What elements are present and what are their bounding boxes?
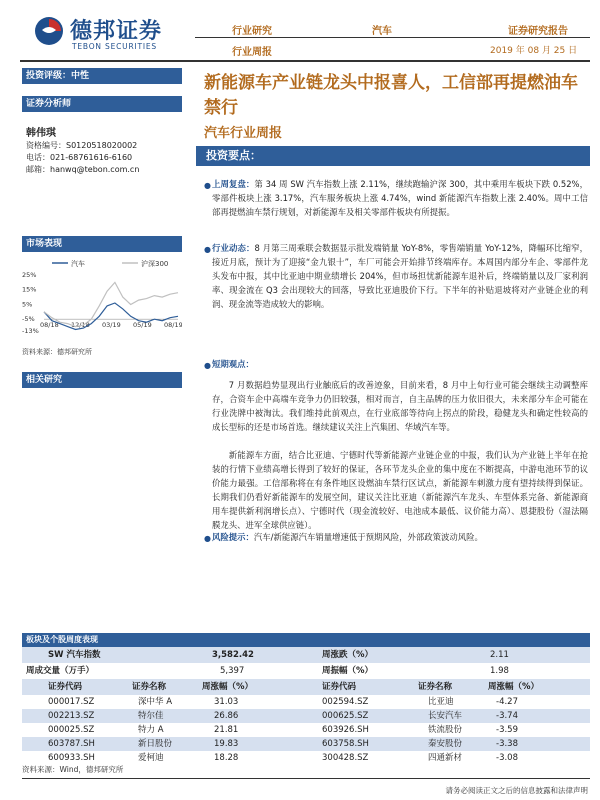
short-term-paragraph-a: 7 月数据趋势显现出行业触底后的改善迹象，目前来看，8 月中上旬行业可能会继续主动调整库存，合资车企中高端车竞争力仍旧较强，相对而言，自主品牌的压力依旧很大，未来部分车企可能在行业洗牌中被淘汰。我们维持此前观点，在行业底部等待向上拐点的阶段，稳健龙头和确定性较高的成长型标的还是市场首选。继续建议关注上汽集团、华域汽车等。 <box>212 380 588 432</box>
table-row <box>22 695 590 709</box>
table-cell: 长安汽车 <box>428 711 463 721</box>
summary-value: 1.98 <box>490 666 509 676</box>
summary-label: 周成交量（万手） <box>26 666 95 676</box>
analyst-section-head: 证券分析师 <box>22 96 182 112</box>
y-tick-label: 5% <box>22 300 33 309</box>
summary-value: 2.11 <box>490 650 509 660</box>
legend-label: 沪深300 <box>141 260 169 268</box>
logo-text-cn: 德邦证券 <box>70 18 163 44</box>
risk-label: 风险提示： <box>212 532 254 542</box>
bullet-icon: ● <box>204 245 211 254</box>
table-cell: 000017.SZ <box>48 697 95 707</box>
table-cell: 深中华 A <box>138 697 173 707</box>
x-tick-label: 03/19 <box>102 321 121 330</box>
table-cell: 300428.SZ <box>322 753 369 763</box>
table-cell: 四通新材 <box>428 753 463 763</box>
column-header: 证券代码 <box>322 682 357 692</box>
review-label: 上周复盘： <box>212 179 255 189</box>
risk-paragraph <box>212 530 588 544</box>
table-cell: 19.83 <box>214 739 239 749</box>
short-term-paragraph-b: 新能源车方面，结合比亚迪、宁德时代等新能源产业链企业的中报，我们认为产业链上半年在抢装的行情下业绩高增长得到了较好的保证，各环节龙头企业的集中度在不断提高，中游电池环节的议价能力最强。工信部称将在有条件地区设燃油车禁行区试点，新能源车刺激力度有望持续得到保证。长期我们仍看好新能源车的发展空间，建议关注比亚迪（新能源汽车龙头、车型体系完备、新能源商用车提供新利润增长点）、宁德时代（现金流较好、电池成本最低、议价能力高）、恩捷股份（湿法隔膜龙头、进军全球供应链）。 <box>212 450 588 530</box>
report-category: 行业研究 <box>232 26 272 37</box>
summary-label: SW 汽车指数 <box>48 650 101 660</box>
summary-label: 周涨跌（%） <box>322 650 374 660</box>
table-cell: -3.59 <box>496 725 518 735</box>
page-subtitle: 汽车行业周报 <box>204 126 283 141</box>
x-tick-label: 08/19 <box>164 321 182 330</box>
summary-value: 3,582.42 <box>212 650 254 660</box>
y-tick-label: 25% <box>22 271 37 279</box>
legend-label: 汽车 <box>71 260 85 268</box>
dynamics-text: 8 月第三周乘联会数据显示批发端销量 YoY-8%，零售端销量 YoY-12%，降幅环比缩窄，接近月底，预计为了迎接“金九银十”，车厂可能会开始排节终端库存。本周国内部分车企、零部件龙头发布中报，其中比亚迪中期业绩增长 204%，但市场担忧新能源车退补后，终端销量以及厂家利润率、现金流在 Q3 会出现较大的回落，导致比亚迪股价下行。下半年的补贴退坡将对产业链企业的利润、现金流等造成较大的影响。 <box>212 243 589 309</box>
table-cell: 比亚迪 <box>428 697 454 707</box>
x-tick-label: 12/18 <box>71 321 90 330</box>
review-text: 第 34 周 SW 汽车指数上涨 2.11%，继续跑输沪深 300，其中乘用车板块下跌 0.52%，零部件板块上涨 3.17%，汽车服务板块上涨 4.74%，wind 新能源汽车指数上涨 2.40%。周中工信部再提燃油车禁行规划，对新能源车及相关零部件板块有所提振。 <box>212 179 589 217</box>
summary-value: 5,397 <box>220 666 245 676</box>
column-header: 周涨幅（%） <box>202 682 254 692</box>
table-cell: -3.74 <box>496 711 518 721</box>
short-term-label-line <box>212 357 588 371</box>
table-cell: 爱柯迪 <box>138 753 164 763</box>
table-cell: 603758.SH <box>322 739 369 749</box>
table-cell: 新日股份 <box>138 739 173 749</box>
y-tick-label: -13% <box>22 327 39 335</box>
column-header: 周涨幅（%） <box>488 682 540 692</box>
y-tick-label: -5% <box>22 315 35 324</box>
analyst-name: 韩伟琪 <box>26 128 56 139</box>
disclaimer-footer: 请务必阅读正文之后的信息披露和法律声明 <box>445 786 588 795</box>
key-points-head: 投资要点： <box>196 146 590 166</box>
page-title: 新能源车产业链龙头中报喜人，工信部再提燃油车禁行 <box>204 73 578 118</box>
summary-row <box>22 647 590 663</box>
column-header: 证券名称 <box>132 682 167 692</box>
report-type: 证券研究报告 <box>508 26 568 37</box>
bullet-icon: ● <box>204 361 211 370</box>
review-paragraph <box>212 177 588 219</box>
table-row <box>22 709 590 723</box>
footer-rule <box>22 778 590 779</box>
table-cell: 铁流股份 <box>428 725 463 735</box>
tebon-logo-icon <box>34 16 64 46</box>
risk-text: 汽车/新能源汽车销量增速低于预期风险，外部政策波动风险。 <box>253 532 483 542</box>
market-chart-svg <box>22 255 182 345</box>
table-cell: 秦安股份 <box>428 739 463 749</box>
market-performance-chart <box>22 255 182 345</box>
table-cell: 002213.SZ <box>48 711 95 721</box>
analyst-cert: 资格编号：S0120518020002 <box>26 141 138 150</box>
short-term-label: 短期观点： <box>212 359 254 369</box>
y-tick-label: 15% <box>22 285 37 294</box>
dynamics-label: 行业动态： <box>212 243 255 253</box>
table-cell: 特力 A <box>138 725 164 735</box>
rating-label: 投资评级：中性 <box>22 68 182 84</box>
report-subcategory: 行业周报 <box>232 47 272 58</box>
table-cell: -3.08 <box>496 753 518 763</box>
table-row <box>22 723 590 737</box>
dynamics-paragraph <box>212 241 588 311</box>
summary-row <box>22 663 590 679</box>
table-row <box>22 751 590 765</box>
table-cell: -3.38 <box>496 739 518 749</box>
top-rule <box>20 60 590 62</box>
table-cell: 000025.SZ <box>48 725 95 735</box>
x-tick-label: 08/18 <box>40 321 59 330</box>
logo-text-en: TEBON SECURITIES <box>72 42 157 51</box>
analyst-email[interactable]: 邮箱：hanwq@tebon.com.cn <box>26 165 140 174</box>
table-cell: 000625.SZ <box>322 711 369 721</box>
table-cell: 26.86 <box>214 711 239 721</box>
company-logo <box>34 16 174 52</box>
bullet-icon: ● <box>204 181 211 190</box>
table-cell: -4.27 <box>496 697 518 707</box>
column-header: 证券代码 <box>48 682 83 692</box>
market-section-head: 市场表现 <box>22 236 182 252</box>
table-cell: 603926.SH <box>322 725 369 735</box>
table-cell: 31.03 <box>214 697 239 707</box>
chart-source: 资料来源：德邦研究所 <box>22 348 92 356</box>
x-tick-label: 05/19 <box>133 321 152 330</box>
bullet-icon: ● <box>204 534 211 543</box>
table-title: 板块及个股周度表现 <box>22 633 590 647</box>
table-cell: 21.81 <box>214 725 239 735</box>
table-header-row <box>22 679 590 695</box>
table-row <box>22 737 590 751</box>
industry-label: 汽车 <box>372 26 392 37</box>
related-section-head: 相关研究 <box>22 372 182 388</box>
header-divider <box>195 37 590 38</box>
analyst-phone: 电话：021-68761616-6160 <box>26 153 133 162</box>
column-header: 证券名称 <box>418 682 453 692</box>
report-header <box>0 0 600 62</box>
summary-label: 周振幅（%） <box>322 666 374 676</box>
table-cell: 600933.SH <box>48 753 95 763</box>
table-cell: 18.28 <box>214 753 239 763</box>
table-source: 资料来源：Wind，德邦研究所 <box>22 765 124 774</box>
table-cell: 002594.SZ <box>322 697 369 707</box>
table-cell: 603787.SH <box>48 739 95 749</box>
table-cell: 特尔佳 <box>138 711 164 721</box>
report-date: 2019 年 08 月 25 日 <box>490 46 578 56</box>
